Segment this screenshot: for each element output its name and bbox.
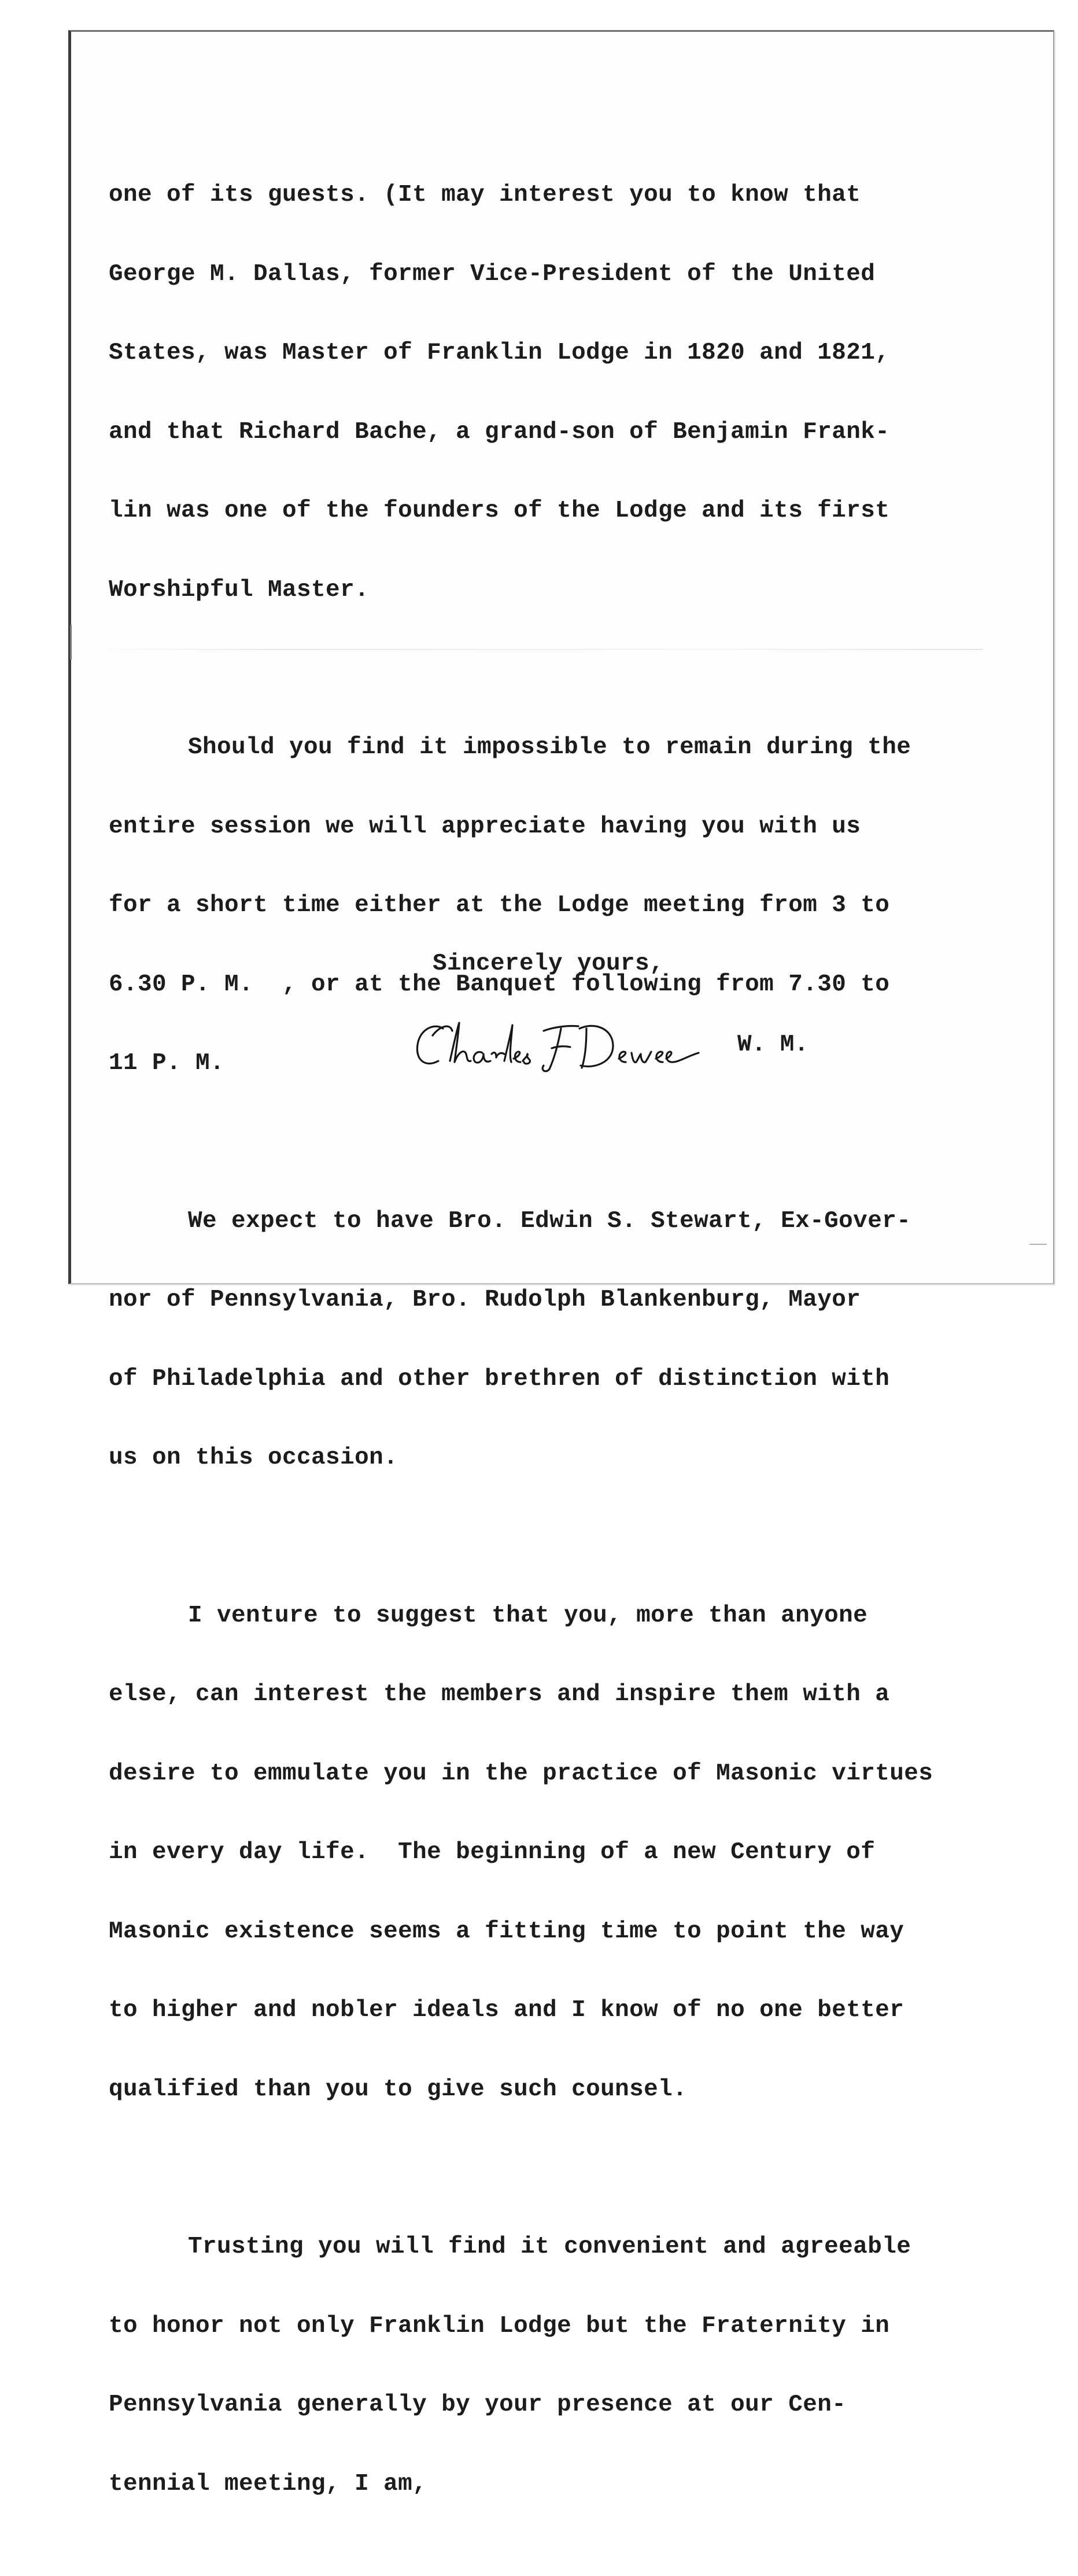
- paper-edge-mark: [70, 625, 72, 659]
- text-line: nor of Pennsylvania, Bro. Rudolph Blankenburg, Mayor: [109, 1287, 861, 1313]
- paper-edge-mark: [1029, 1244, 1047, 1245]
- text-line: 6.30 P. M. , or at the Banquet following from 7.30 to: [109, 971, 890, 998]
- text-line: Worshipful Master.: [109, 576, 370, 603]
- text-line: us on this occasion.: [109, 1444, 398, 1471]
- text-line: Pennsylvania generally by your presence at our Cen-: [109, 2391, 847, 2418]
- text-line: Should you find it impossible to remain during the: [188, 734, 911, 761]
- text-line: We expect to have Bro. Edwin S. Stewart, Ex-Gover-: [188, 1207, 911, 1234]
- paragraph-continuation: [109, 130, 988, 656]
- text-line: in every day life. The beginning of a new Century of: [109, 1839, 876, 1866]
- text-line: entire session we will appreciate having you with us: [109, 813, 861, 840]
- paragraph-guests: [109, 1156, 988, 1524]
- text-line: else, can interest the members and inspire them with a: [109, 1681, 890, 1708]
- text-line: for a short time either at the Lodge meeting from 3 to: [109, 892, 890, 919]
- text-line: Masonic existence seems a fitting time to point the way: [109, 1918, 905, 1945]
- text-line: one of its guests. (It may interest you to know that: [109, 182, 861, 208]
- text-line: to higher and nobler ideals and I know of no one better: [109, 1997, 905, 2024]
- text-line: of Philadelphia and other brethren of distinction with: [109, 1365, 890, 1392]
- text-line: George M. Dallas, former Vice-President of the United: [109, 260, 876, 288]
- text-line: to honor not only Franklin Lodge but the Fraternity in: [109, 2312, 890, 2339]
- text-line: and that Richard Bache, a grand-son of Benjamin Frank-: [109, 418, 890, 445]
- text-line: Trusting you will find it convenient and agreeable: [188, 2234, 911, 2260]
- paragraph-closing-request: [109, 2181, 988, 2550]
- text-line: States, was Master of Franklin Lodge in 1820 and 1821,: [109, 340, 890, 366]
- text-line: desire to emmulate you in the practice of Masonic virtues: [109, 1760, 933, 1787]
- paragraph-suggestion: [109, 1550, 988, 2156]
- text-line: qualified than you to give such counsel.: [109, 2076, 688, 2103]
- letter-body: [109, 130, 988, 2576]
- complimentary-close: Sincerely yours,: [433, 950, 664, 977]
- text-line: I venture to suggest that you, more than anyone: [188, 1602, 868, 1629]
- handwritten-signature: [409, 1005, 710, 1081]
- text-line: tennial meeting, I am,: [109, 2470, 427, 2497]
- text-line: 11 P. M.: [109, 1050, 225, 1077]
- text-line: lin was one of the founders of the Lodge and its first: [109, 497, 890, 524]
- signer-title: W. M.: [737, 1031, 809, 1058]
